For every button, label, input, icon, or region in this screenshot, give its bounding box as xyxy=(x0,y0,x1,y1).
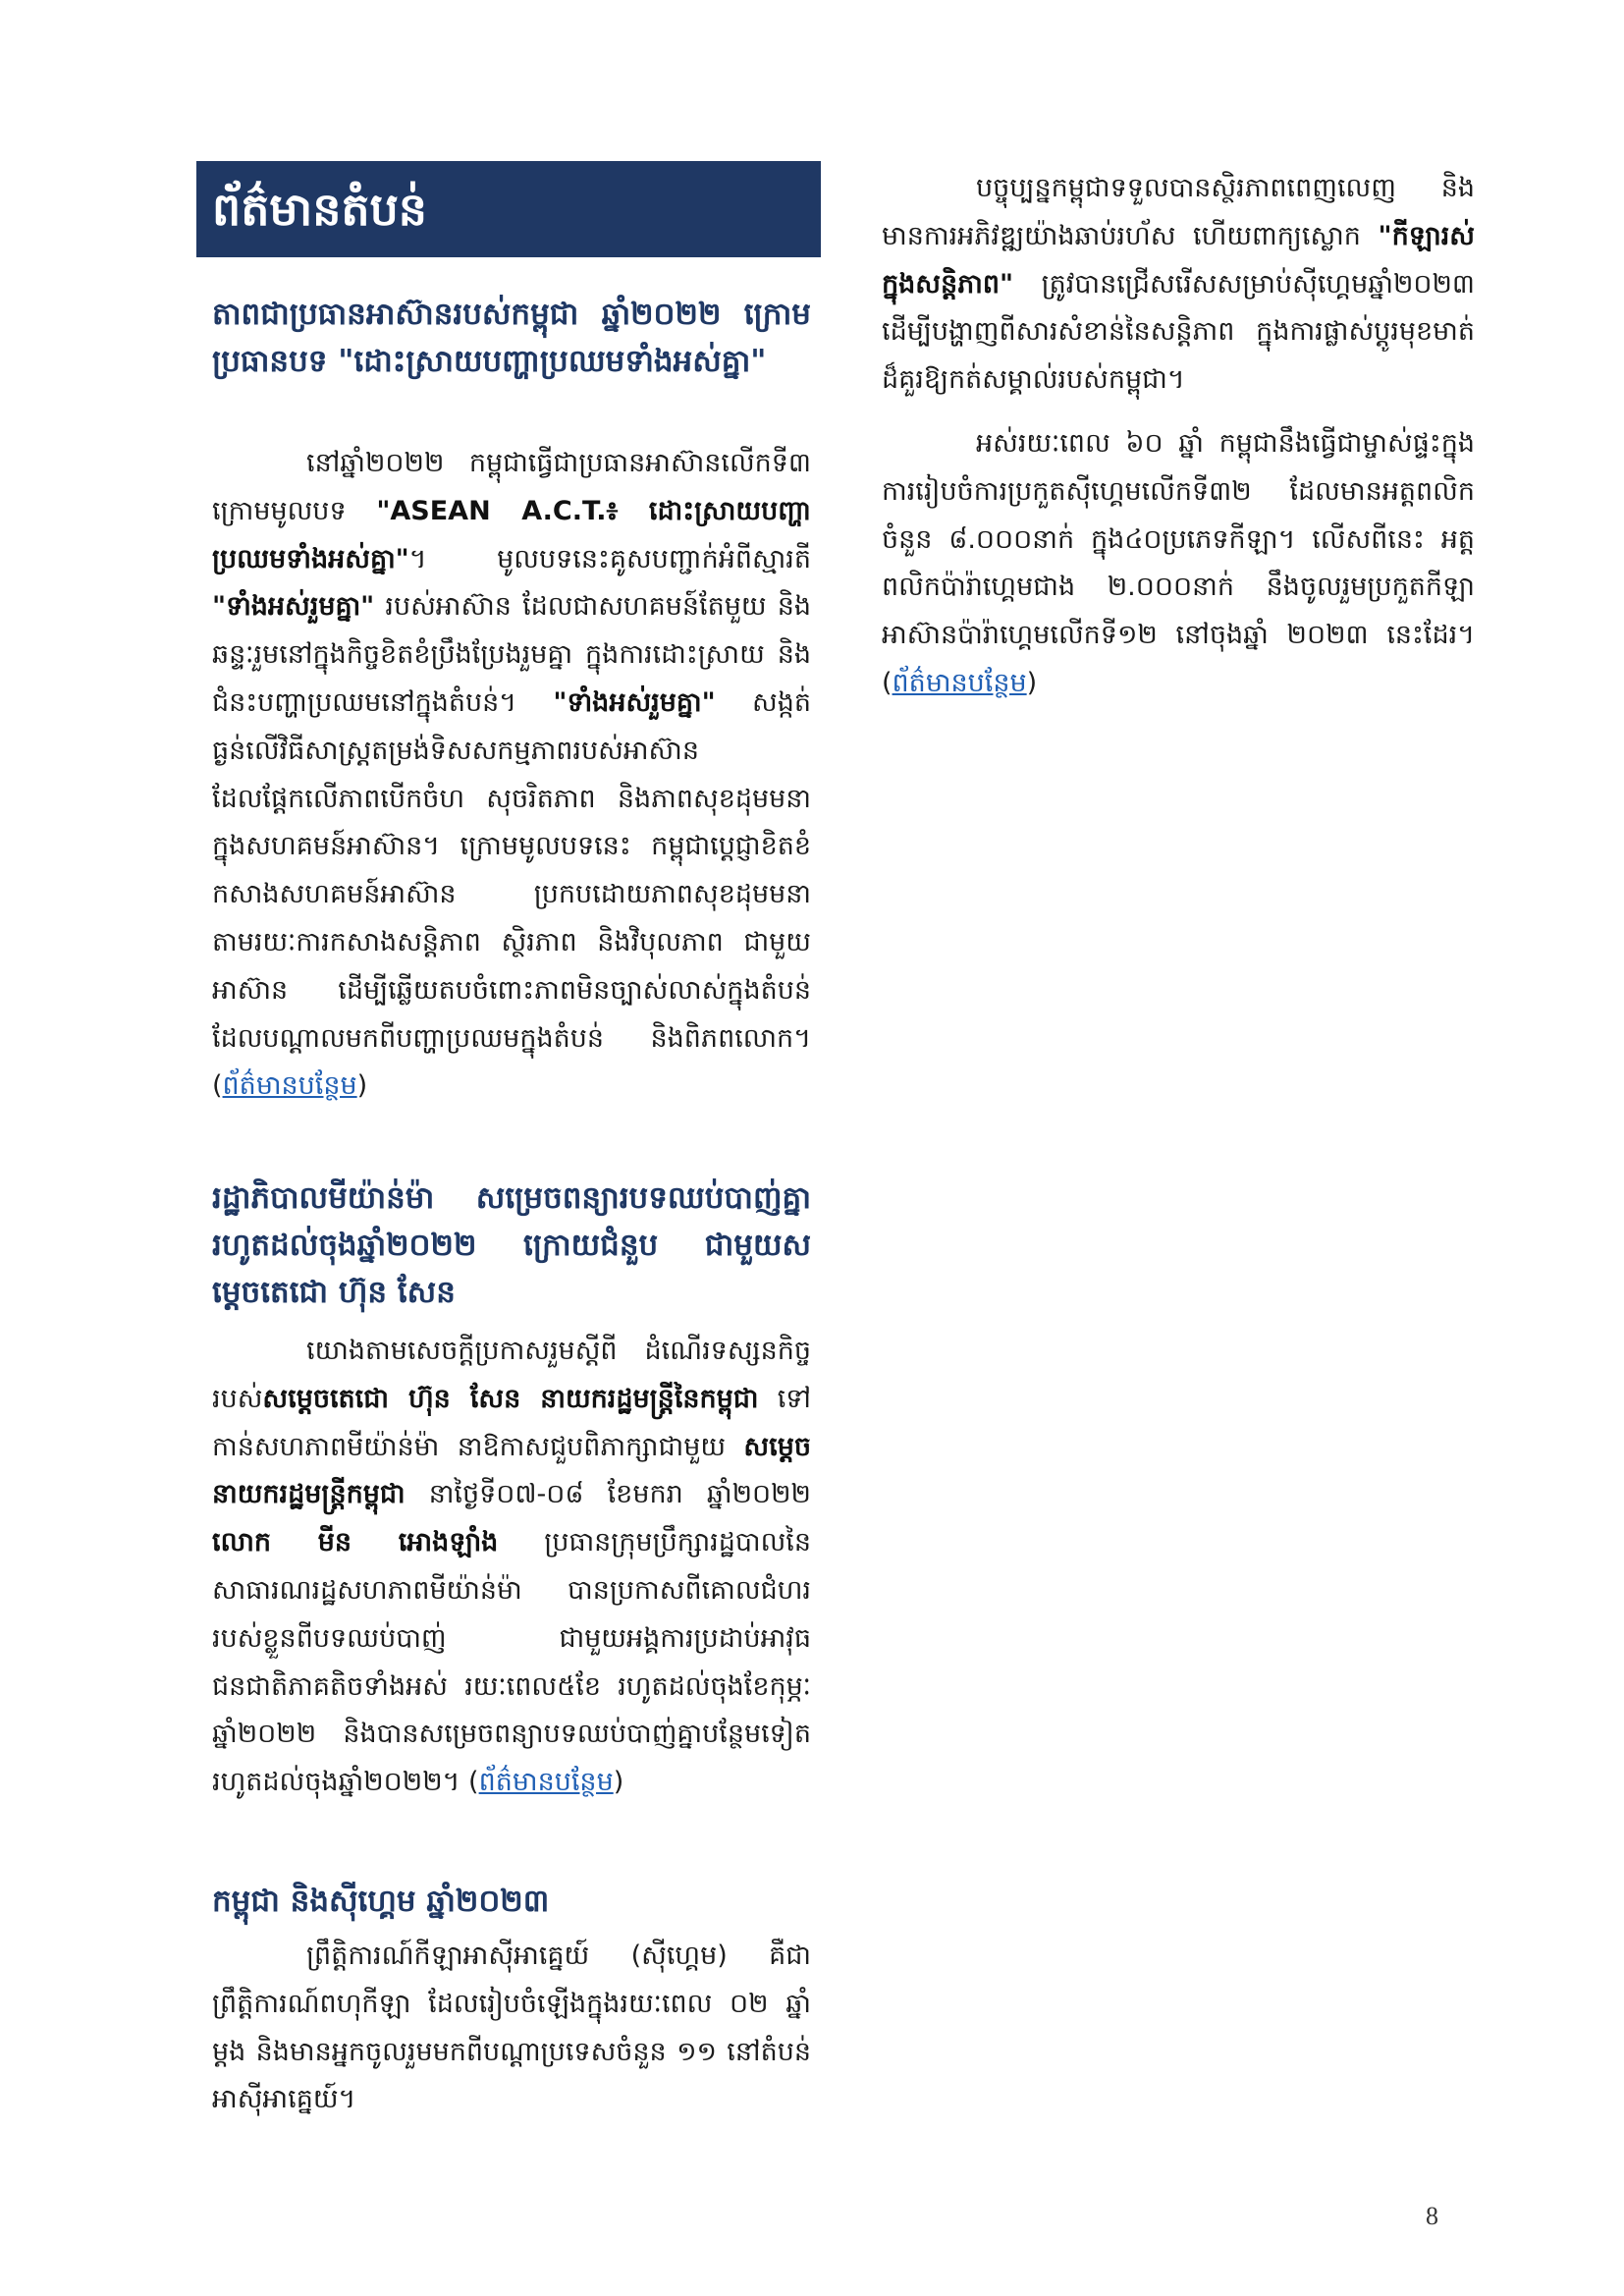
article-1-text-2: ។ មូលបទនេះគូសបញ្ជាក់អំពីស្មារតី xyxy=(408,543,811,574)
article-1-more-link[interactable]: ព័ត៌មានបន្ថែម xyxy=(222,1070,357,1102)
article-1-body xyxy=(212,440,811,1111)
article-1-text-4: សង្កត់ធ្ងន់លើវិធីសាស្ត្រតម្រង់ទិសសកម្មភាពរបស់អាស៊ាន ដែលផ្តែកលើភាពបើកចំហ សុចរិតភាព និងភាពសុខដុមមនាក្នុងសហគមន៍អាស៊ាន។ ក្រោមមូលបទនេះ កម្ពុជាប្តេជ្ញាខិតខំកសាងសហគមន៍អាស៊ាន ប្រកបដោយភាពសុខដុមមនាតាមរយៈការកសាងសន្តិភាព ស្ថិរភាព និងវិបុលភាព ជាមួយអាស៊ាន ដើម្បីឆ្លើយតបចំពោះភាពមិនច្បាស់លាស់ក្នុងតំបន់ ដែលបណ្តាលមកពីបញ្ហាប្រឈមក្នុងតំបន់ និងពិភពលោក។ ( xyxy=(212,686,811,1102)
article-1-heading: តាពជាប្រធានអាស៊ានរបស់កម្ពុជា ឆ្នាំ២០២២ ក្រោមប្រធានបទ "ដោះស្រាយបញ្ហាប្រឈមទាំងអស់គ្នា" xyxy=(212,297,811,379)
article-1-bold-2: "ទាំងអស់រួមគ្នា" xyxy=(212,591,375,623)
article-1-text-3: របស់អាស៊ាន ដែលជាសហគមន៍តែមួយ និងឆន្ទៈរួមនៅក្នុងកិច្ចខិតខំប្រឹងប្រែងរួមគ្នា ក្នុងការដោះស្រាយ និងជំនះបញ្ហាប្រឈមនៅក្នុងតំបន់។ xyxy=(212,591,811,718)
article-3-cont-text-1: បច្ចុប្បន្នកម្ពុជាទទួលបានស្ថិរភាពពេញលេញ និងមានការអភិវឌ្ឍយ៉ាងឆាប់រហ័ស ហើយពាក្យស្លោក xyxy=(882,173,1475,251)
article-2-text-2: ទៅកាន់សហភាពមីយ៉ាន់ម៉ា នាឱកាសជួបពិភាក្សាជាមួយ xyxy=(212,1383,812,1462)
article-2-heading: រដ្ឋាភិបាលមីយ៉ាន់ម៉ា សម្រេចពន្យារបទឈប់បាញ់គ្នារហូតដល់ចុងឆ្នាំ២០២២ ក្រោយជំនួប ជាមួយសម្តេចតេជោ ហ៊ុន សែន xyxy=(212,1180,811,1310)
article-2-bold-3: លោក មីន អោងឡាំង xyxy=(212,1527,499,1558)
article-2-text-1: យោងតាមសេចក្តីប្រកាសរួមស្តីពី ដំណើរទស្សនកិច្ចរបស់ xyxy=(212,1336,811,1414)
page-number: 8 xyxy=(1426,2202,1438,2230)
article-2-bold-1: សម្តេចតេជោ ហ៊ុន សែន នាយករដ្ឋមន្ត្រីនៃកម្ពុជា xyxy=(262,1383,759,1414)
article-1-bold-3: "ទាំងអស់រួមគ្នា" xyxy=(553,686,716,718)
article-3-heading: កម្ពុជា និងស៊ីហ្គេម ឆ្នាំ២០២៣ xyxy=(212,1884,550,1919)
article-3-cont-bold-1: "កីឡារស់ក្នុងសន្តិភាព" xyxy=(882,220,1475,300)
article-2-text-4: ប្រធានក្រុមប្រឹក្សារដ្ឋបាលនៃសាធារណរដ្ឋសហភាពមីយ៉ាន់ម៉ា បានប្រកាសពីគោលជំហររបស់ខ្លួនពីបទឈប់បាញ់ ជាមួយអង្គការប្រដាប់អាវុធជនជាតិភាគតិចទាំងអស់ រយៈពេល៥ខែ រហូតដល់ចុងខែកុម្ភៈ ឆ្នាំ២០២២ និងបានសម្រេចពន្យាបទឈប់បាញ់គ្នាបន្ថែមទៀតរហូតដល់ចុងឆ្នាំ២០២២។ ( xyxy=(212,1527,811,1798)
article-1-end: ) xyxy=(356,1070,368,1102)
article-3-cont-text-3: អស់រយៈពេល ៦០ ឆ្នាំ កម្ពុជានឹងធ្វើជាម្ចាស់ផ្ទះក្នុងការរៀបចំការប្រកួតស៊ីហ្គេមលើកទី៣២ ដែលមានអត្តពលិកចំនួន ៨.០០០នាក់ ក្នុង៤០ប្រភេទកីឡា។ លើសពីនេះ អត្តពលិកប៉ារ៉ាហ្គេមជាង ២.០០០នាក់ នឹងចូលរួមប្រកួតកីឡាអាស៊ានប៉ារ៉ាហ្គេមលើកទី១២ នៅចុងឆ្នាំ ២០២៣ នេះដែរ។ ( xyxy=(882,428,1475,698)
article-3-cont-end: ) xyxy=(1026,667,1038,698)
article-3-cont-text-2: ត្រូវបានជ្រើសរើសសម្រាប់ស៊ីហ្គេមឆ្នាំ២០២៣ ដើម្បីបង្ហាញពីសារសំខាន់នៃសន្តិភាព ក្នុងការផ្លាស់ប្តូរមុខមាត់ដ៏គួរឱ្យកត់សម្គាល់របស់កម្ពុជា។ xyxy=(882,268,1475,396)
article-2-text-3: នាថ្ងៃទី០៧-០៨ ខែមករា ឆ្នាំ២០២២ xyxy=(428,1479,811,1510)
article-1-bold-1: "ASEAN A.C.T.៖ ដោះស្រាយបញ្ហាប្រឈមទាំងអស់គ្នា" xyxy=(212,495,811,574)
article-3-more-link[interactable]: ព័ត៌មានបន្ថែម xyxy=(892,667,1027,698)
article-2-body xyxy=(212,1328,811,1807)
article-2-end: ) xyxy=(613,1767,624,1798)
section-banner: ព័ត៌មានតំបន់ xyxy=(196,161,821,257)
article-3-body: ព្រឹត្តិការណ៍កីឡាអាស៊ីអាគ្នេយ៍ (ស៊ីហ្គេម) គឺជាព្រឹត្តិការណ៍ពហុកីឡា ដែលរៀបចំឡើងក្នុងរយៈពេល ០២ ឆ្នាំម្តង និងមានអ្នកចូលរួមមកពីបណ្តាប្រទេសចំនួន ១១ នៅតំបន់អាស៊ីអាគ្នេយ៍។ xyxy=(212,1941,811,2115)
article-3-continuation xyxy=(882,165,1475,405)
article-3-cont-paragraph-2 xyxy=(882,420,1475,708)
article-2-more-link[interactable]: ព័ត៌មានបន្ថែម xyxy=(478,1767,614,1798)
article-1-text-1: នៅឆ្នាំ២០២២ កម្ពុជាធ្វើជាប្រធានអាស៊ានលើកទី៣ ក្រោមមូលបទ xyxy=(212,448,811,526)
article-2-bold-2: សម្តេចនាយករដ្ឋមន្ត្រីកម្ពុជា xyxy=(212,1431,811,1510)
